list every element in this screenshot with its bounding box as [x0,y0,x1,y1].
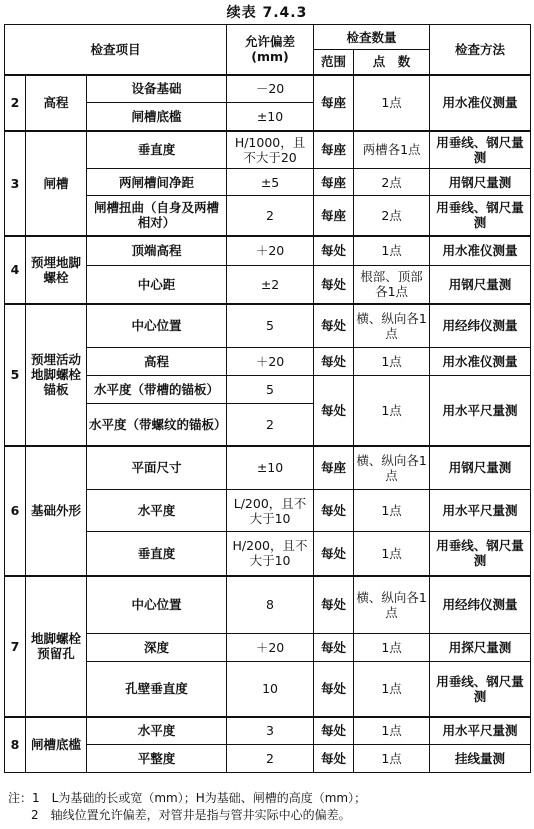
scope-cell: 每处 [314,376,354,446]
header-deviation-label: 允许偏差 [245,34,296,50]
table-caption: 续表 7.4.3 [226,5,308,21]
item-cell: 水平度 [87,717,227,745]
points-cell: 1点 [354,745,430,773]
points-cell: 1点 [354,662,430,717]
method-cell: 用水平尺量测 [430,376,531,446]
item-cell: 平面尺寸 [87,446,227,490]
item-cell: 中心位置 [87,576,227,634]
points-cell: 横、纵向各1点 [354,304,430,348]
table-row [5,236,531,266]
scope-cell: 每座 [314,75,354,131]
scope-cell: 每处 [314,532,354,576]
group-name: 闸槽 [26,131,87,236]
scope-cell: 每座 [314,169,354,196]
method-cell: 用垂线、钢尺量测 [430,131,531,169]
points-cell: 1点 [354,634,430,662]
points-cell: 1点 [354,376,430,446]
points-cell: 1点 [354,236,430,266]
scope-cell: 每处 [314,576,354,634]
header-scope: 范围 [314,50,354,75]
group-name: 地脚螺栓预留孔 [26,576,87,717]
points-cell: 2点 [354,169,430,196]
method-cell: 用钢尺量测 [430,169,531,196]
deviation-cell: 5 [227,304,314,348]
points-cell: 横、纵向各1点 [354,446,430,490]
item-cell: 水平度 [87,490,227,532]
item-cell: 顶端高程 [87,236,227,266]
table-row [5,131,531,169]
deviation-cell: H/1000，且不大于20 [227,131,314,169]
method-cell: 挂线量测 [430,745,531,773]
item-cell: 中心位置 [87,304,227,348]
table-notes [8,790,366,824]
scope-cell: 每处 [314,745,354,773]
table-row [5,717,531,745]
item-cell: 中心距 [87,266,227,304]
scope-cell: 每处 [314,717,354,745]
deviation-cell: ±2 [227,266,314,304]
table-row [5,576,531,634]
item-cell: 垂直度 [87,532,227,576]
note-1: 注：1 L为基础的长或宽（mm）；H为基础、闸槽的高度（mm）； [8,791,367,805]
points-cell: 1点 [354,348,430,376]
group-name: 闸槽底槛 [26,717,87,773]
item-cell: 垂直度 [87,131,227,169]
group-name: 预埋活动地脚螺栓锚板 [26,304,87,446]
deviation-cell: 8 [227,576,314,634]
header-deviation [227,25,314,75]
group-number: 7 [5,576,26,717]
group-number: 5 [5,304,26,446]
group-number: 2 [5,75,26,131]
item-cell: 闸槽扭曲（自身及两槽相对） [87,196,227,236]
item-cell: 闸槽底槛 [87,103,227,131]
scope-cell: 每座 [314,196,354,236]
group-number: 3 [5,131,26,236]
points-cell: 根部、顶部各1点 [354,266,430,304]
table-row [5,446,531,490]
method-cell: 用探尺量测 [430,634,531,662]
group-number: 6 [5,446,26,576]
scope-cell: 每座 [314,131,354,169]
points-cell: 1点 [354,75,430,131]
deviation-cell: 2 [227,404,314,446]
item-cell: 水平度（带槽的锚板） [87,376,227,404]
deviation-cell: 3 [227,717,314,745]
item-cell: 水平度（带螺纹的锚板） [87,404,227,446]
deviation-cell: ＋20 [227,634,314,662]
points-cell: 两槽各1点 [354,131,430,169]
deviation-cell: 10 [227,662,314,717]
header-points: 点 数 [354,50,430,75]
scope-cell: 每处 [314,266,354,304]
scope-cell: 每处 [314,348,354,376]
group-name: 高程 [26,75,87,131]
item-cell: 设备基础 [87,75,227,103]
points-cell: 横、纵向各1点 [354,576,430,634]
method-cell: 用钢尺量测 [430,446,531,490]
method-cell: 用水准仪测量 [430,236,531,266]
group-number: 8 [5,717,26,773]
deviation-cell: ±10 [227,446,314,490]
table-row [5,304,531,348]
deviation-cell: －20 [227,75,314,103]
method-cell: 用水准仪测量 [430,348,531,376]
scope-cell: 每座 [314,446,354,490]
header-deviation-unit: (mm) [251,49,289,65]
deviation-cell: ±10 [227,103,314,131]
deviation-cell: L/200，且不大于10 [227,490,314,532]
scope-cell: 每处 [314,662,354,717]
points-cell: 1点 [354,717,430,745]
item-cell: 平整度 [87,745,227,773]
points-cell: 1点 [354,490,430,532]
note-2: 2 轴线位置允许偏差，对管井是指与管井实际中心的偏差。 [31,808,351,822]
group-name: 预埋地脚螺栓 [26,236,87,304]
deviation-cell: 5 [227,376,314,404]
item-cell: 孔壁垂直度 [87,662,227,717]
header-quantity: 检查数量 [314,25,430,50]
method-cell: 用垂线、钢尺量测 [430,662,531,717]
points-cell: 2点 [354,196,430,236]
group-number: 4 [5,236,26,304]
scope-cell: 每处 [314,490,354,532]
deviation-cell: 2 [227,745,314,773]
method-cell: 用垂线、钢尺量测 [430,196,531,236]
item-cell: 两闸槽间净距 [87,169,227,196]
points-cell: 1点 [354,532,430,576]
header-method: 检查方法 [430,25,531,75]
deviation-cell: ±5 [227,169,314,196]
method-cell: 用水平尺量测 [430,717,531,745]
deviation-cell: ＋20 [227,236,314,266]
method-cell: 用垂线、钢尺量测 [430,532,531,576]
deviation-cell: 2 [227,196,314,236]
item-cell: 高程 [87,348,227,376]
method-cell: 用钢尺量测 [430,266,531,304]
scope-cell: 每处 [314,304,354,348]
scope-cell: 每处 [314,634,354,662]
scope-cell: 每处 [314,236,354,266]
method-cell: 用经纬仪测量 [430,576,531,634]
deviation-cell: ＋20 [227,348,314,376]
method-cell: 用水准仪测量 [430,75,531,131]
header-item: 检查项目 [5,25,227,75]
method-cell: 用经纬仪测量 [430,304,531,348]
item-cell: 深度 [87,634,227,662]
table-row [5,75,531,103]
group-name: 基础外形 [26,446,87,576]
method-cell: 用水平尺量测 [430,490,531,532]
deviation-cell: H/200，且不大于10 [227,532,314,576]
inspection-table [4,24,531,773]
